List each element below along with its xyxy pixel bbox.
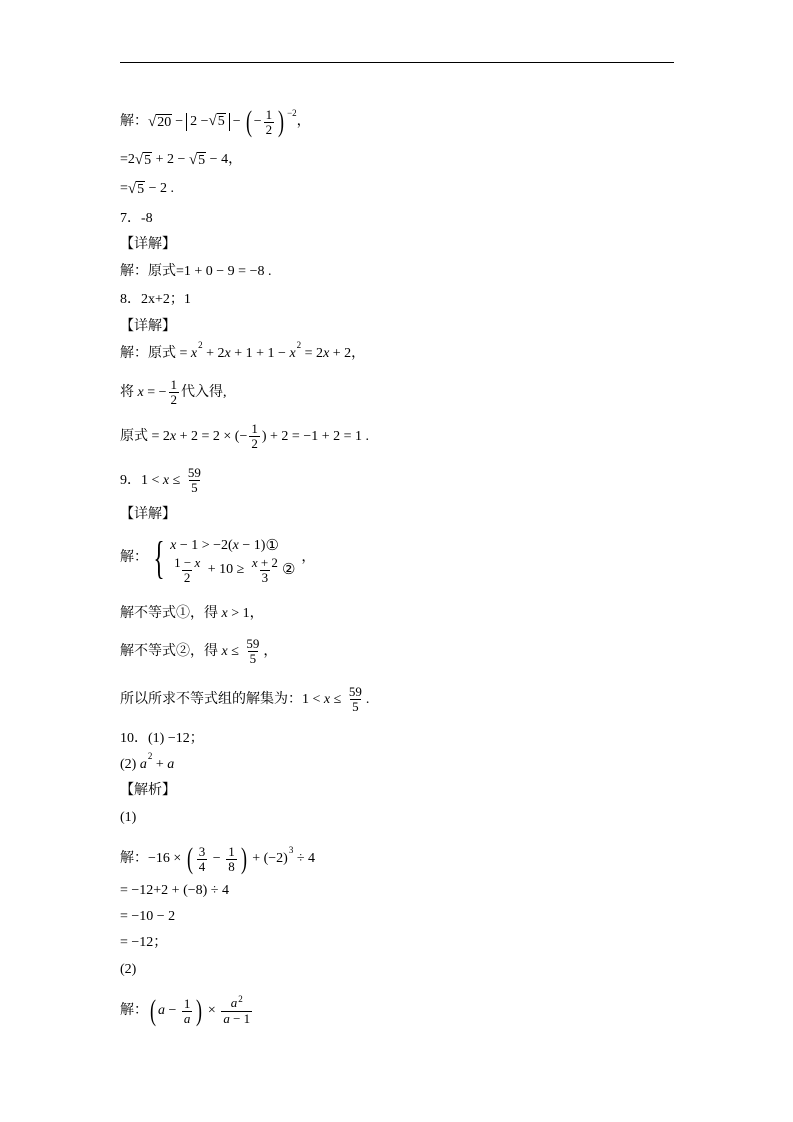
q8-detail-tag: 【详解】 (120, 319, 176, 334)
q9-detail-tag: 【详解】 (120, 507, 176, 522)
solution-line-3: = √ 5 − 2 . (120, 181, 175, 197)
q9-answer: 9．1 < x ≤ $\frac{59}{5}$ (120, 465, 201, 495)
q9-step-1: 解不等式①，得 x > 1， (120, 606, 264, 621)
solution-line-1: 解： √ 20 − 2 − √ 5 − ( − $\frac{1}{2}$ ) −2 ， (120, 105, 311, 138)
solution-line-2: = 2 √ 5 + 2 − √ 5 − 4， (120, 152, 243, 168)
q10-analysis-tag: 【解析】 (120, 783, 176, 798)
q10-part-1-expr: 解：−16 × ( $\frac{3}{4}$ − $\frac{1}{8}$ ) + (−2) 3 ÷ 4 (120, 842, 316, 875)
q10-step-3: = −12； (120, 935, 168, 950)
q10-step-2: = −10 − 2 (120, 909, 176, 924)
q10-answer-1: 10．(1) −12； (120, 731, 204, 746)
q9-step-2: 解不等式②，得 x ≤ $\frac{59}{5}$ ， (120, 636, 278, 666)
absolute-value: 2 − √ 5 (186, 113, 230, 131)
q10-part-2-expr: 解： ( a − $\frac{1}{a}$ ) × $\frac{a^2}{a - 1}$ (120, 994, 251, 1027)
q8-solution: 解：原式 = x 2 + 2 x + 1 + 1 − x 2 = 2 x + 2， (120, 340, 366, 361)
q10-step-1: = −12+2 + (−8) ÷ 4 (120, 883, 229, 898)
q10-answer-2: (2) a 2 + a (120, 751, 175, 772)
sqrt-20: √ 20 (148, 114, 172, 130)
q10-part-1-label: (1) (120, 810, 137, 825)
q8-result: 原式 = 2 x + 2 = 2 × (− $\frac{1}{2}$ ) + 2 = −1 + 2 = 1 . (120, 421, 370, 451)
q8-substitute: 将 x = − $\frac{1}{2}$ 代入得, (120, 377, 227, 407)
q9-system: 解： { x − 1 > −2( x − 1) ① $\frac{1 - x}{2}$ + 10 ≥ $\frac{x + 2}{3}$ ② ， (120, 532, 316, 585)
q7-detail-tag: 【详解】 (120, 237, 176, 252)
header-rule (120, 62, 674, 63)
q7-solution: 解：原式=1 + 0 − 9 = −8 . (120, 264, 272, 279)
q10-part-2-label: (2) (120, 962, 137, 977)
q9-conclusion: 所以所求不等式组的解集为：1 < x ≤ $\frac{59}{5}$ . (120, 684, 370, 714)
q8-answer: 8．2x+2；1 (120, 292, 191, 307)
q7-answer: 7．-8 (120, 211, 153, 226)
